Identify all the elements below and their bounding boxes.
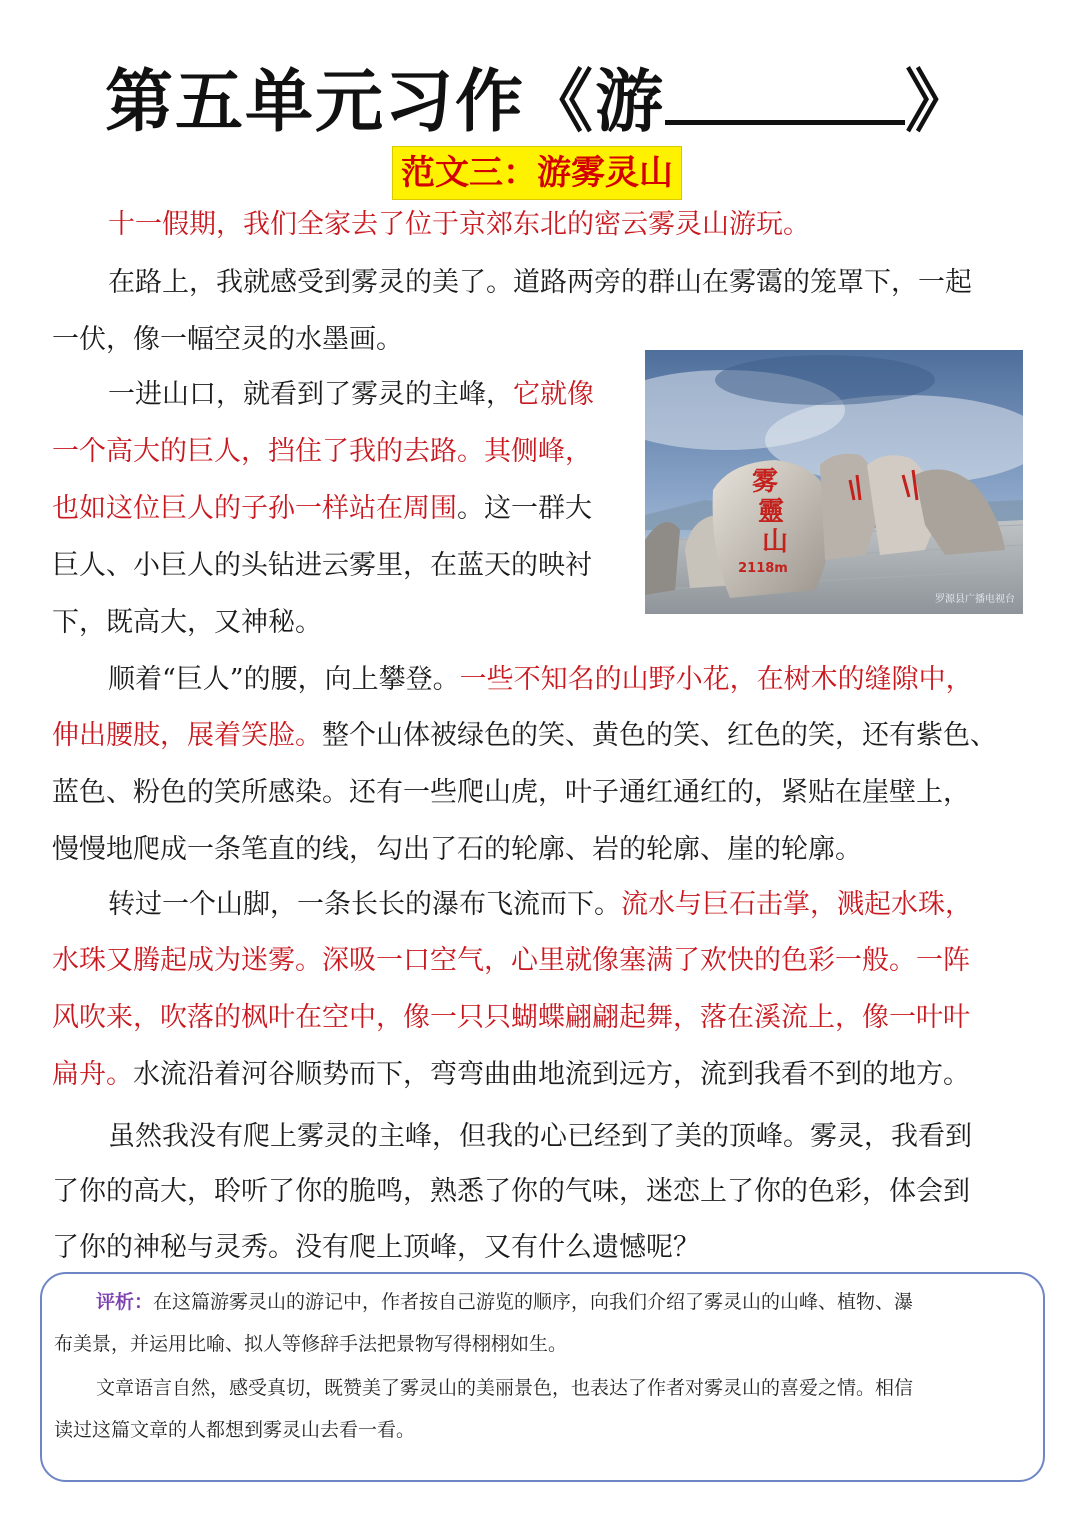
para6-line3: 了你的神秘与灵秀。没有爬上顶峰，又有什么遗憾呢？ [52, 1232, 700, 1263]
para4-line3: 蓝色、粉色的笑所感染。还有一些爬山虎，叶子通红通红的，紧贴在崖壁上， [52, 777, 970, 808]
para3-line2: 一个高大的巨人，挡住了我的去路。其侧峰， [52, 436, 592, 467]
para3-line5: 下，既高大，又神秘。 [52, 607, 322, 638]
rock-text-shan: 山 [761, 527, 789, 557]
para3-line1-a: 一进山口，就看到了雾灵的主峰， [108, 379, 513, 410]
para2-line1: 在路上，我就感受到雾灵的美了。道路两旁的群山在雾霭的笼罩下，一起 [108, 267, 972, 298]
para3-line3 [52, 480, 592, 538]
para4-line4: 慢慢地爬成一条笔直的线，勾出了石的轮廓、岩的轮廓、崖的轮廓。 [52, 834, 862, 865]
para4-line2 [52, 707, 997, 765]
wuling-mountain-photo [645, 350, 1023, 614]
rock-text-wu: 雾 [751, 467, 779, 497]
review-line4: 读过这篇文章的人都想到雾灵山去看一看。 [54, 1419, 416, 1441]
para3-line1 [108, 366, 594, 424]
para5-line4 [52, 1046, 970, 1104]
para2-line2: 一伏，像一幅空灵的水墨画。 [52, 324, 403, 355]
para4-line1-a: 顺着“巨人”的腰，向上攀登。 [108, 664, 460, 695]
title-main: 第五单元习作《游 [104, 63, 665, 142]
review-box [40, 1272, 1045, 1482]
title-end: 》 [905, 63, 976, 142]
para4-line1-b: 一些不知名的山野小花，在树木的缝隙中， [459, 664, 973, 695]
para6-line1: 虽然我没有爬上雾灵的主峰，但我的心已经到了美的顶峰。雾灵，我看到 [108, 1121, 972, 1152]
para5-line3: 风吹来，吹落的枫叶在空中，像一只只蝴蝶翩翩起舞，落在溪流上，像一叶叶 [52, 1002, 970, 1033]
title-blank [665, 62, 905, 125]
para5-line1-a: 转过一个山脚，一条长长的瀑布飞流而下。 [108, 889, 621, 920]
para3-line4: 巨人、小巨人的头钻进云雾里，在蓝天的映衬 [52, 550, 592, 581]
para5-line1-b: 流水与巨石击掌，溅起水珠， [621, 889, 972, 920]
page-title [0, 58, 1080, 148]
para3-line3-b: 。这一群大 [457, 493, 592, 524]
review-line3: 文章语言自然，感受真切，既赞美了雾灵山的美丽景色，也表达了作者对雾灵山的喜爱之情。相信 [96, 1377, 914, 1399]
para5-line2: 水珠又腾起成为迷雾。深吸一口空气，心里就像塞满了欢快的色彩一般。一阵 [52, 945, 970, 976]
para6-line2: 了你的高大，聆听了你的脆鸣，熟悉了你的气味，迷恋上了你的色彩，体会到 [52, 1176, 970, 1207]
subtitle-badge: 范文三：游雾灵山 [392, 146, 682, 200]
para3-line3-a: 也如这位巨人的子孙一样站在周围 [52, 493, 457, 524]
para5-line4-a: 扁舟。 [52, 1059, 133, 1090]
review-line1 [96, 1282, 913, 1322]
rock-elevation: 2118m [738, 561, 788, 576]
para5-line4-b: 水流沿着河谷顺势而下，弯弯曲曲地流到远方，流到我看不到的地方。 [133, 1059, 970, 1090]
para4-line2-a: 伸出腰肢，展着笑脸。 [52, 720, 322, 751]
review-line2: 布美景，并运用比喻、拟人等修辞手法把景物写得栩栩如生。 [54, 1333, 568, 1355]
para3-line1-b: 它就像 [513, 379, 594, 410]
para1-line1: 十一假期，我们全家去了位于京郊东北的密云雾灵山游玩。 [108, 209, 810, 240]
review-line1-text: 在这篇游雾灵山的游记中，作者按自己游览的顺序，向我们介绍了雾灵山的山峰、植物、瀑 [153, 1291, 914, 1313]
photo-watermark: 罗源县广播电视台 [935, 594, 1015, 605]
para4-line2-b: 整个山体被绿色的笑、黄色的笑、红色的笑，还有紫色、 [322, 720, 997, 751]
rock-text-ling: 靈 [757, 497, 785, 527]
para5-line1 [108, 876, 972, 934]
para4-line1 [108, 651, 973, 709]
review-label: 评析： [96, 1291, 154, 1313]
